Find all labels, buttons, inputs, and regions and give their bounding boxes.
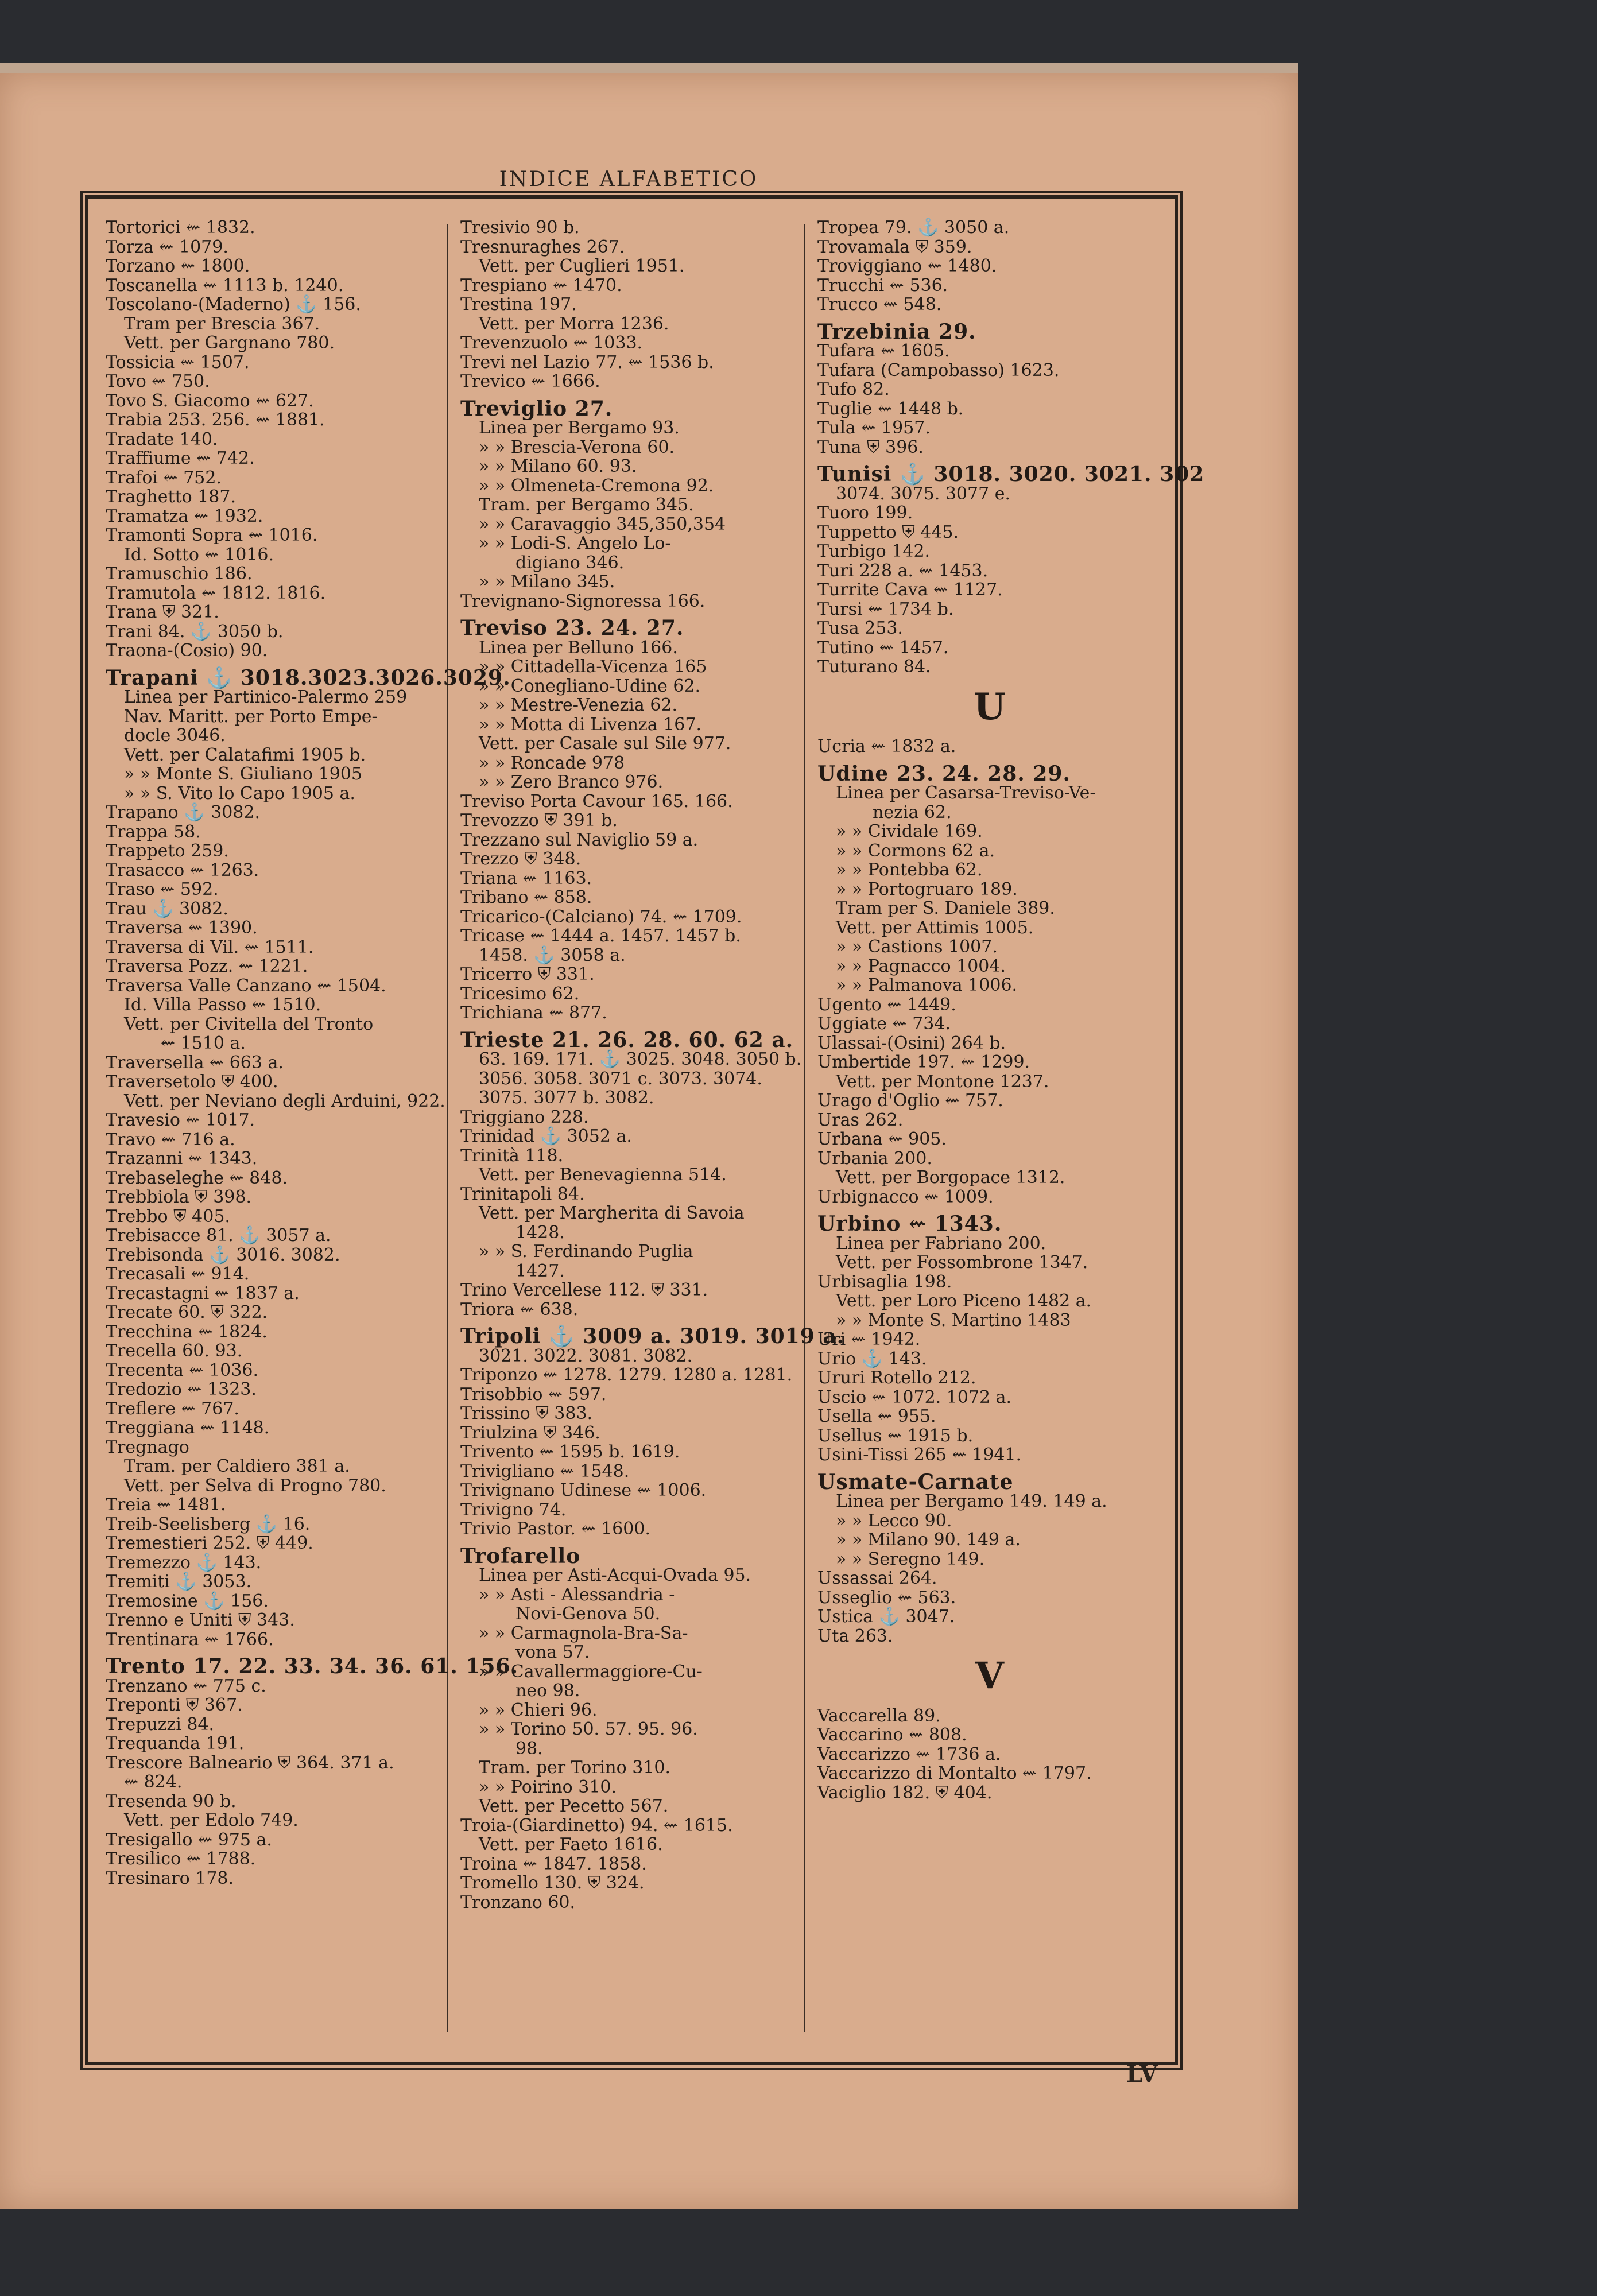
section-letter: V	[975, 1654, 1004, 1697]
index-entry: Turbigo 142.	[817, 541, 931, 561]
index-entry: Traffiume ⇜ 742.	[106, 448, 255, 468]
index-entry: Vett. per Gargnano 780.	[124, 333, 335, 353]
index-entry: Ucria ⇜ 1832 a.	[817, 736, 956, 757]
index-entry: Tremezzo ⚓ 143.	[106, 1552, 262, 1573]
index-entry: Umbertide 197. ⇜ 1299.	[817, 1052, 1030, 1072]
index-entry: Linea per Asti-Acqui-Ovada 95.	[479, 1565, 751, 1585]
index-entry: Tramutola ⇜ 1812. 1816.	[106, 583, 326, 603]
index-entry: Triggiano 228.	[460, 1107, 589, 1127]
index-entry: Vett. per Edolo 749.	[124, 1810, 299, 1830]
index-heading-entry: Treviso 23. 24. 27.	[460, 616, 684, 640]
index-entry: Toscolano-(Maderno) ⚓ 156.	[106, 294, 361, 315]
running-head: INDICE ALFABETICO	[499, 168, 758, 191]
index-entry: Treponti ⛨ 367.	[106, 1695, 243, 1715]
index-entry: Treviso Porta Cavour 165. 166.	[460, 791, 733, 812]
index-entry: Tremestieri 252. ⛨ 449.	[106, 1533, 313, 1553]
index-entry: Linea per Partinico-Palermo 259	[124, 687, 408, 707]
index-entry: Vett. per Benevagienna 514.	[479, 1165, 727, 1185]
index-heading-entry: Udine 23. 24. 28. 29.	[817, 761, 1071, 786]
index-entry: Tradate 140.	[106, 429, 218, 449]
index-entry: Urbisaglia 198.	[817, 1271, 952, 1292]
index-entry: » » Seregno 149.	[836, 1549, 985, 1569]
index-entry: Trebisonda ⚓ 3016. 3082.	[106, 1244, 340, 1265]
index-entry: » » Pagnacco 1004.	[836, 956, 1006, 976]
index-entry: Novi-Genova 50.	[515, 1604, 661, 1624]
index-entry: Triora ⇜ 638.	[460, 1299, 579, 1320]
index-entry: Uggiate ⇜ 734.	[817, 1014, 951, 1034]
index-entry: Vett. per Pecetto 567.	[479, 1796, 669, 1816]
index-entry: Trivento ⇜ 1595 b. 1619.	[460, 1442, 680, 1462]
index-entry: Tortorici ⇜ 1832.	[106, 218, 255, 238]
index-entry: Traversa Pozz. ⇜ 1221.	[106, 956, 308, 976]
index-entry: Tufara (Campobasso) 1623.	[817, 360, 1060, 381]
index-entry: Tresnuraghes 267.	[460, 236, 625, 257]
index-entry: Turi 228 a. ⇜ 1453.	[817, 560, 989, 581]
index-entry: Trau ⚓ 3082.	[106, 898, 228, 919]
index-entry: Nav. Maritt. per Porto Empe-	[124, 706, 378, 727]
index-entry: Vett. per Cuglieri 1951.	[479, 256, 685, 276]
index-entry: » » S. Ferdinando Puglia	[479, 1242, 693, 1262]
index-entry: Usini-Tissi 265 ⇜ 1941.	[817, 1445, 1022, 1465]
index-entry: Trappeto 259.	[106, 841, 229, 861]
index-entry: Uri ⇜ 1942.	[817, 1329, 921, 1349]
index-entry: Tramatza ⇜ 1932.	[106, 506, 263, 526]
index-entry: Tricerro ⛨ 331.	[460, 964, 595, 984]
index-entry: Vett. per Faeto 1616.	[479, 1835, 663, 1855]
index-entry: Trinitapoli 84.	[460, 1184, 585, 1204]
index-entry: Ulassai-(Osini) 264 b.	[817, 1033, 1006, 1053]
index-entry: » » Monte S. Giuliano 1905	[124, 764, 363, 784]
index-entry: Vett. per Borgopace 1312.	[836, 1168, 1065, 1188]
index-entry: Travesio ⇜ 1017.	[106, 1110, 255, 1130]
index-entry: Trenno e Uniti ⛨ 343.	[106, 1610, 295, 1630]
index-entry: » » Portogruaro 189.	[836, 879, 1018, 899]
index-entry: Usseglio ⇜ 563.	[817, 1587, 956, 1608]
index-entry: Trecella 60. 93.	[106, 1341, 243, 1361]
index-entry: Tufara ⇜ 1605.	[817, 341, 950, 361]
index-entry: Trecchina ⇜ 1824.	[106, 1321, 268, 1342]
index-entry: Trapano ⚓ 3082.	[106, 802, 261, 823]
index-entry: » » Monte S. Martino 1483	[836, 1310, 1071, 1331]
index-entry: Tricarico-(Calciano) 74. ⇜ 1709.	[460, 906, 742, 927]
index-entry: » » Milano 90. 149 a.	[836, 1530, 1021, 1550]
index-entry: Tula ⇜ 1957.	[817, 418, 931, 438]
index-entry: Linea per Bergamo 149. 149 a.	[836, 1491, 1107, 1511]
index-entry: » » Brescia-Verona 60.	[479, 437, 675, 457]
index-entry: Vett. per Selva di Progno 780.	[124, 1475, 386, 1496]
index-entry: Troina ⇜ 1847. 1858.	[460, 1853, 647, 1874]
index-heading-entry: Tripoli ⚓ 3009 a. 3019. 3019 a.	[460, 1324, 845, 1348]
index-entry: 3074. 3075. 3077 e.	[836, 483, 1011, 504]
index-entry: » » Caravaggio 345,350,354	[479, 514, 726, 534]
index-entry: Tuppetto ⛨ 445.	[817, 522, 959, 542]
index-entry: Trecasali ⇜ 914.	[106, 1264, 250, 1284]
index-entry: 1427.	[515, 1261, 565, 1281]
index-entry: Tricesimo 62.	[460, 983, 580, 1004]
index-entry: Tresigallo ⇜ 975 a.	[106, 1829, 272, 1850]
index-entry: Ussassai 264.	[817, 1568, 937, 1588]
index-entry: » » Cividale 169.	[836, 821, 983, 841]
index-entry: Tramuschio 186.	[106, 564, 253, 584]
index-column-3	[817, 218, 1205, 1803]
index-entry: docle 3046.	[124, 726, 226, 746]
index-entry: Vett. per Loro Piceno 1482 a.	[836, 1291, 1092, 1311]
index-entry: Linea per Belluno 166.	[479, 637, 678, 658]
index-entry: Id. Villa Passo ⇜ 1510.	[124, 995, 321, 1015]
index-entry: Tossicia ⇜ 1507.	[106, 352, 250, 373]
index-entry: » » Milano 345.	[479, 572, 615, 592]
index-entry: vona 57.	[515, 1642, 590, 1662]
index-entry: Urago d'Oglio ⇜ 757.	[817, 1091, 1003, 1111]
index-entry: » » Palmanova 1006.	[836, 975, 1018, 995]
index-entry: Toscanella ⇜ 1113 b. 1240.	[106, 275, 344, 296]
index-entry: Trana ⛨ 321.	[106, 602, 219, 622]
index-entry: Tram. per Caldiero 381 a.	[124, 1456, 350, 1476]
index-entry: Trinidad ⚓ 3052 a.	[460, 1126, 632, 1146]
index-entry: Tropea 79. ⚓ 3050 a.	[817, 218, 1010, 238]
index-entry: » » Cittadella-Vicenza 165	[479, 657, 707, 677]
index-entry: Vett. per Morra 1236.	[479, 313, 669, 334]
index-heading-entry: Urbino ⇜ 1343.	[817, 1212, 1002, 1236]
index-entry: Traversa ⇜ 1390.	[106, 918, 258, 938]
index-entry: Vaccarizzo di Montalto ⇜ 1797.	[817, 1763, 1092, 1783]
index-entry: Tromello 130. ⛨ 324.	[460, 1873, 645, 1893]
index-entry: » » Milano 60. 93.	[479, 456, 637, 476]
index-entry: Trucco ⇜ 548.	[817, 294, 942, 315]
index-entry: Tuglie ⇜ 1448 b.	[817, 398, 964, 419]
index-entry: Tuna ⛨ 396.	[817, 437, 924, 457]
index-entry: Trissino ⛨ 383.	[460, 1403, 593, 1424]
index-entry: » » Torino 50. 57. 95. 96.	[479, 1719, 698, 1739]
index-entry: Linea per Bergamo 93.	[479, 418, 680, 438]
index-heading-entry: Trento 17. 22. 33. 34. 36. 61. 156.	[106, 1654, 519, 1678]
index-entry: Tredozio ⇜ 1323.	[106, 1379, 257, 1399]
index-heading-entry: Tunisi ⚓ 3018. 3020. 3021. 302	[817, 462, 1205, 486]
index-entry: Trecastagni ⇜ 1837 a.	[106, 1283, 300, 1304]
index-entry: Troia-(Giardinetto) 94. ⇜ 1615.	[460, 1815, 733, 1836]
index-entry: 98.	[515, 1738, 543, 1759]
index-entry: Tram. per Bergamo 345.	[479, 495, 694, 515]
index-entry: Trappa 58.	[106, 821, 201, 842]
index-entry: Tregnago	[106, 1437, 189, 1457]
index-entry: » » Pontebba 62.	[836, 860, 983, 880]
index-entry: Trevozzo ⛨ 391 b.	[460, 810, 618, 831]
index-entry: 3021. 3022. 3081. 3082.	[479, 1345, 693, 1366]
index-entry: Trevignano-Signoressa 166.	[460, 591, 706, 611]
index-entry: Trivigliano ⇜ 1548.	[460, 1461, 630, 1481]
index-entry: Trezzano sul Naviglio 59 a.	[460, 829, 699, 850]
index-entry: Trucchi ⇜ 536.	[817, 275, 948, 296]
index-entry: Tresenda 90 b.	[106, 1791, 237, 1812]
index-entry: Torzano ⇜ 1800.	[106, 256, 250, 276]
index-entry: nezia 62.	[873, 802, 952, 823]
index-entry: Usellus ⇜ 1915 b.	[817, 1425, 974, 1446]
index-entry: Urio ⚓ 143.	[817, 1348, 927, 1369]
index-entry: Vett. per Attimis 1005.	[836, 917, 1034, 938]
index-entry: Traversetolo ⛨ 400.	[106, 1072, 278, 1092]
index-entry: Tuoro 199.	[817, 503, 913, 523]
index-entry: 3075. 3077 b. 3082.	[479, 1088, 654, 1108]
index-entry: Treib-Seelisberg ⚓ 16.	[106, 1514, 311, 1534]
index-entry: Trinità 118.	[460, 1145, 564, 1166]
index-entry: Trestina 197.	[460, 294, 577, 315]
index-entry: Tutino ⇜ 1457.	[817, 637, 949, 658]
index-entry: Tremosine ⚓ 156.	[106, 1591, 269, 1611]
index-entry: » » Poirino 310.	[479, 1777, 617, 1797]
index-entry: digiano 346.	[515, 552, 625, 573]
index-entry: » » Lodi-S. Angelo Lo-	[479, 533, 671, 553]
index-entry: 1458. ⚓ 3058 a.	[479, 945, 626, 965]
index-entry: Trespiano ⇜ 1470.	[460, 275, 622, 296]
index-entry: Treflere ⇜ 767.	[106, 1398, 239, 1419]
index-entry: Traona-(Cosio) 90.	[106, 641, 268, 661]
index-entry: » » Cormons 62 a.	[836, 840, 995, 861]
index-entry: » » Asti - Alessandria -	[479, 1584, 675, 1605]
index-entry: » » Motta di Livenza 167.	[479, 714, 701, 735]
index-entry: Tricase ⇜ 1444 a. 1457. 1457 b.	[460, 926, 741, 946]
index-entry: Uras 262.	[817, 1110, 904, 1130]
index-entry: Vett. per Fossombrone 1347.	[836, 1252, 1088, 1273]
index-entry: Trescore Balneario ⛨ 364. 371 a.	[106, 1752, 394, 1773]
index-entry: Trivigno 74.	[460, 1499, 567, 1520]
index-entry: Vett. per Calatafimi 1905 b.	[124, 744, 366, 765]
index-column-2	[460, 218, 845, 1913]
index-entry: Trecate 60. ⛨ 322.	[106, 1302, 268, 1322]
index-entry: Tovo ⇜ 750.	[106, 371, 210, 391]
index-entry: ⇜ 824.	[124, 1772, 183, 1792]
index-entry: Trichiana ⇜ 877.	[460, 1003, 607, 1023]
index-entry: Trebisacce 81. ⚓ 3057 a.	[106, 1225, 331, 1246]
index-heading-entry: Trofarello	[460, 1543, 581, 1568]
index-entry: » » Lecco 90.	[836, 1510, 952, 1531]
index-entry: Trebbiola ⛨ 398.	[106, 1187, 252, 1207]
index-entry: Turrite Cava ⇜ 1127.	[817, 580, 1003, 600]
index-entry: Traversa Valle Canzano ⇜ 1504.	[106, 975, 386, 996]
index-entry: Travo ⇜ 716 a.	[106, 1129, 235, 1150]
index-entry: Trevenzuolo ⇜ 1033.	[460, 333, 643, 353]
index-entry: Torza ⇜ 1079.	[106, 236, 228, 257]
index-entry: Tram per S. Daniele 389.	[836, 898, 1055, 918]
index-entry: Trino Vercellese 112. ⛨ 331.	[460, 1280, 708, 1300]
index-entry: Tuturano 84.	[817, 657, 931, 677]
index-entry: Urbana ⇜ 905.	[817, 1129, 947, 1149]
index-entry: Triana ⇜ 1163.	[460, 868, 592, 889]
index-entry: Trivignano Udinese ⇜ 1006.	[460, 1480, 707, 1500]
index-entry: Tusa 253.	[817, 618, 903, 638]
index-heading-entry: Trzebinia 29.	[817, 319, 976, 344]
index-entry: Linea per Casarsa-Treviso-Ve-	[836, 783, 1096, 803]
index-entry: » » Chieri 96.	[479, 1700, 598, 1720]
index-entry: Vaccarino ⇜ 808.	[817, 1725, 967, 1745]
index-heading-entry: Trieste 21. 26. 28. 60. 62 a.	[460, 1027, 794, 1052]
index-entry: Triponzo ⇜ 1278. 1279. 1280 a. 1281.	[460, 1365, 793, 1385]
index-entry: Usella ⇜ 955.	[817, 1406, 936, 1426]
index-entry: Ururi Rotello 212.	[817, 1368, 976, 1388]
index-entry: Trezzo ⛨ 348.	[460, 849, 582, 869]
index-entry: Vett. per Margherita di Savoia	[479, 1203, 745, 1223]
index-entry: Uta 263.	[817, 1626, 893, 1646]
index-entry: Trafoi ⇜ 752.	[106, 467, 222, 488]
index-entry: Tovo S. Giacomo ⇜ 627.	[106, 390, 314, 411]
index-entry: » » Mestre-Venezia 62.	[479, 695, 678, 715]
index-entry: » » Roncade 978	[479, 753, 625, 773]
index-entry: Trenzano ⇜ 775 c.	[106, 1676, 266, 1696]
index-entry: Vett. per Casale sul Sile 977.	[479, 734, 731, 754]
index-entry: Triulzina ⛨ 346.	[460, 1422, 600, 1443]
index-entry: Tresivio 90 b.	[460, 218, 580, 238]
index-entry: » » Cavallermaggiore-Cu-	[479, 1661, 703, 1682]
index-entry: Tufo 82.	[817, 379, 890, 400]
index-entry: Ugento ⇜ 1449.	[817, 994, 956, 1015]
index-entry: Tram per Brescia 367.	[124, 313, 320, 334]
index-entry: 1428.	[515, 1222, 565, 1243]
index-entry: » » Conegliano-Udine 62.	[479, 676, 701, 696]
index-entry: Uscio ⇜ 1072. 1072 a.	[817, 1387, 1012, 1407]
index-entry: Trebbo ⛨ 405.	[106, 1206, 230, 1227]
index-heading-entry: Usmate-Carnate	[817, 1469, 1014, 1494]
index-entry: Troviggiano ⇜ 1480.	[817, 256, 997, 276]
index-entry: Trivio Pastor. ⇜ 1600.	[460, 1519, 650, 1539]
index-entry: » » Olmeneta-Cremona 92.	[479, 475, 714, 496]
index-entry: Urbania 200.	[817, 1148, 932, 1169]
index-entry: Trebaseleghe ⇜ 848.	[106, 1168, 288, 1188]
index-entry: Tresilico ⇜ 1788.	[106, 1849, 256, 1869]
index-entry: Vett. per Montone 1237.	[836, 1071, 1049, 1092]
index-entry: Trequanda 191.	[106, 1733, 245, 1754]
index-entry: Tursi ⇜ 1734 b.	[817, 599, 954, 619]
index-entry: Treia ⇜ 1481.	[106, 1495, 226, 1515]
index-heading-entry: Treviglio 27.	[460, 396, 613, 421]
index-entry: » » Zero Branco 976.	[479, 772, 664, 792]
index-entry: Traghetto 187.	[106, 487, 237, 507]
index-entry: Tronzano 60.	[460, 1892, 576, 1913]
index-entry: Trazanni ⇜ 1343.	[106, 1149, 258, 1169]
index-entry: Trepuzzi 84.	[106, 1714, 215, 1735]
index-entry: Traso ⇜ 592.	[106, 879, 219, 899]
index-entry: Trovamala ⛨ 359.	[817, 236, 972, 257]
index-entry: Traversella ⇜ 663 a.	[106, 1052, 284, 1073]
index-entry: Trevi nel Lazio 77. ⇜ 1536 b.	[460, 352, 714, 373]
index-entry: Tribano ⇜ 858.	[460, 887, 592, 907]
index-entry: Vaccarizzo ⇜ 1736 a.	[817, 1744, 1001, 1764]
index-entry: Vett. per Neviano degli Arduini, 922.	[124, 1091, 445, 1111]
index-entry: » » Carmagnola-Bra-Sa-	[479, 1623, 688, 1643]
index-entry: Tram. per Torino 310.	[479, 1758, 670, 1778]
section-letter: U	[974, 685, 1006, 728]
index-entry: Treggiana ⇜ 1148.	[106, 1418, 270, 1438]
index-entry: Vett. per Civitella del Tronto	[124, 1014, 374, 1034]
index-entry: Traversa di Vil. ⇜ 1511.	[106, 937, 314, 957]
index-entry: Trani 84. ⚓ 3050 b.	[106, 621, 284, 642]
index-entry: Tramonti Sopra ⇜ 1016.	[106, 525, 318, 545]
index-entry: Id. Sotto ⇜ 1016.	[124, 544, 274, 565]
index-entry: ⇜ 1510 a.	[161, 1033, 246, 1053]
index-entry: Trevico ⇜ 1666.	[460, 371, 600, 391]
index-entry: » » Castions 1007.	[836, 937, 998, 957]
index-entry: » » S. Vito lo Capo 1905 a.	[124, 783, 355, 804]
index-entry: 3056. 3058. 3071 c. 3073. 3074.	[479, 1068, 762, 1089]
index-entry: Trisobbio ⇜ 597.	[460, 1384, 607, 1405]
index-entry: Trentinara ⇜ 1766.	[106, 1629, 274, 1650]
index-entry: Linea per Fabriano 200.	[836, 1233, 1046, 1254]
index-entry: Urbignacco ⇜ 1009.	[817, 1186, 994, 1207]
page-number: LV	[1126, 2061, 1158, 2088]
index-entry: Vaccarella 89.	[817, 1705, 941, 1726]
index-entry: Tremiti ⚓ 3053.	[106, 1572, 252, 1592]
index-entry: Tresinaro 178.	[106, 1868, 234, 1888]
index-entry: neo 98.	[515, 1681, 580, 1701]
index-entry: Ustica ⚓ 3047.	[817, 1607, 955, 1627]
index-entry: 63. 169. 171. ⚓ 3025. 3048. 3050 b.	[479, 1049, 802, 1069]
index-entry: Trecenta ⇜ 1036.	[106, 1360, 259, 1380]
index-entry: Vaciglio 182. ⛨ 404.	[817, 1782, 993, 1803]
index-heading-entry: Trapani ⚓ 3018.3023.3026.3029.	[106, 665, 511, 690]
index-entry: Trabia 253. 256. ⇜ 1881.	[106, 410, 325, 430]
index-entry: Trasacco ⇜ 1263.	[106, 860, 259, 881]
